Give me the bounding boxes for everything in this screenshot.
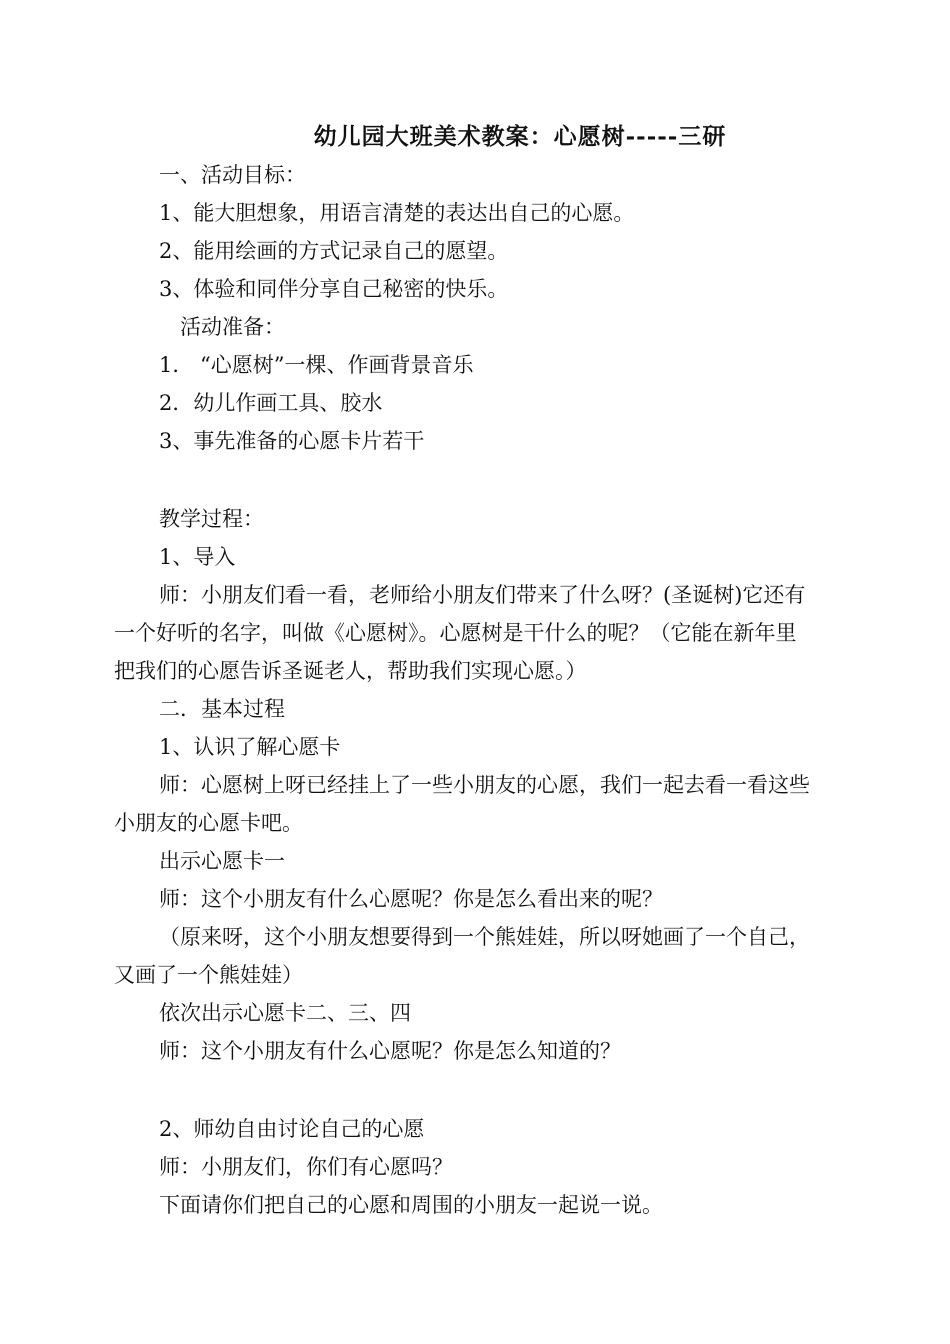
paragraph-line: 依次出示心愿卡二、三、四 xyxy=(159,1001,411,1025)
prep-item: 1． “心愿树”一棵、作画背景音乐 xyxy=(159,353,474,377)
paragraph-line: 师：这个小朋友有什么心愿呢？你是怎么看出来的呢？ xyxy=(159,887,663,911)
paragraph-line: （原来呀，这个小朋友想要得到一个熊娃娃，所以呀她画了一个自己， xyxy=(159,925,810,949)
section-heading: 一、活动目标： xyxy=(159,163,306,187)
subsection-heading: 1、导入 xyxy=(159,545,236,569)
paragraph-line: 把我们的心愿告诉圣诞老人，帮助我们实现心愿。） xyxy=(114,659,587,683)
paragraph-line: 师：小朋友们看一看，老师给小朋友们带来了什么呀？(圣诞树)它还有 xyxy=(159,583,806,607)
prep-item: 2．幼儿作画工具、胶水 xyxy=(159,391,383,415)
section-heading: 活动准备： xyxy=(180,315,285,339)
subsection-heading: 1、认识了解心愿卡 xyxy=(159,735,341,759)
paragraph-line: 出示心愿卡一 xyxy=(159,849,285,873)
paragraph-line: 师：小朋友们，你们有心愿吗？ xyxy=(159,1155,453,1179)
paragraph-line: 一个好听的名字，叫做《心愿树》。心愿树是干什么的呢？（它能在新年里 xyxy=(114,621,797,645)
goal-item: 2、能用绘画的方式记录自己的愿望。 xyxy=(159,239,509,263)
section-heading: 二．基本过程 xyxy=(159,697,285,721)
section-heading: 教学过程： xyxy=(159,507,264,531)
document-title: 幼儿园大班美术教案：心愿树-----三研 xyxy=(313,123,727,150)
prep-item: 3、事先准备的心愿卡片若干 xyxy=(159,429,425,453)
goal-item: 1、能大胆想象，用语言清楚的表达出自己的心愿。 xyxy=(159,201,635,225)
paragraph-line: 下面请你们把自己的心愿和周围的小朋友一起说一说。 xyxy=(159,1193,663,1217)
paragraph-line: 又画了一个熊娃娃） xyxy=(114,963,303,987)
paragraph-line: 小朋友的心愿卡吧。 xyxy=(114,811,303,835)
paragraph-line: 师：心愿树上呀已经挂上了一些小朋友的心愿，我们一起去看一看这些 xyxy=(159,773,810,797)
goal-item: 3、体验和同伴分享自己秘密的快乐。 xyxy=(159,277,509,301)
paragraph-line: 师：这个小朋友有什么心愿呢？你是怎么知道的？ xyxy=(159,1039,621,1063)
subsection-heading: 2、师幼自由讨论自己的心愿 xyxy=(159,1117,425,1141)
